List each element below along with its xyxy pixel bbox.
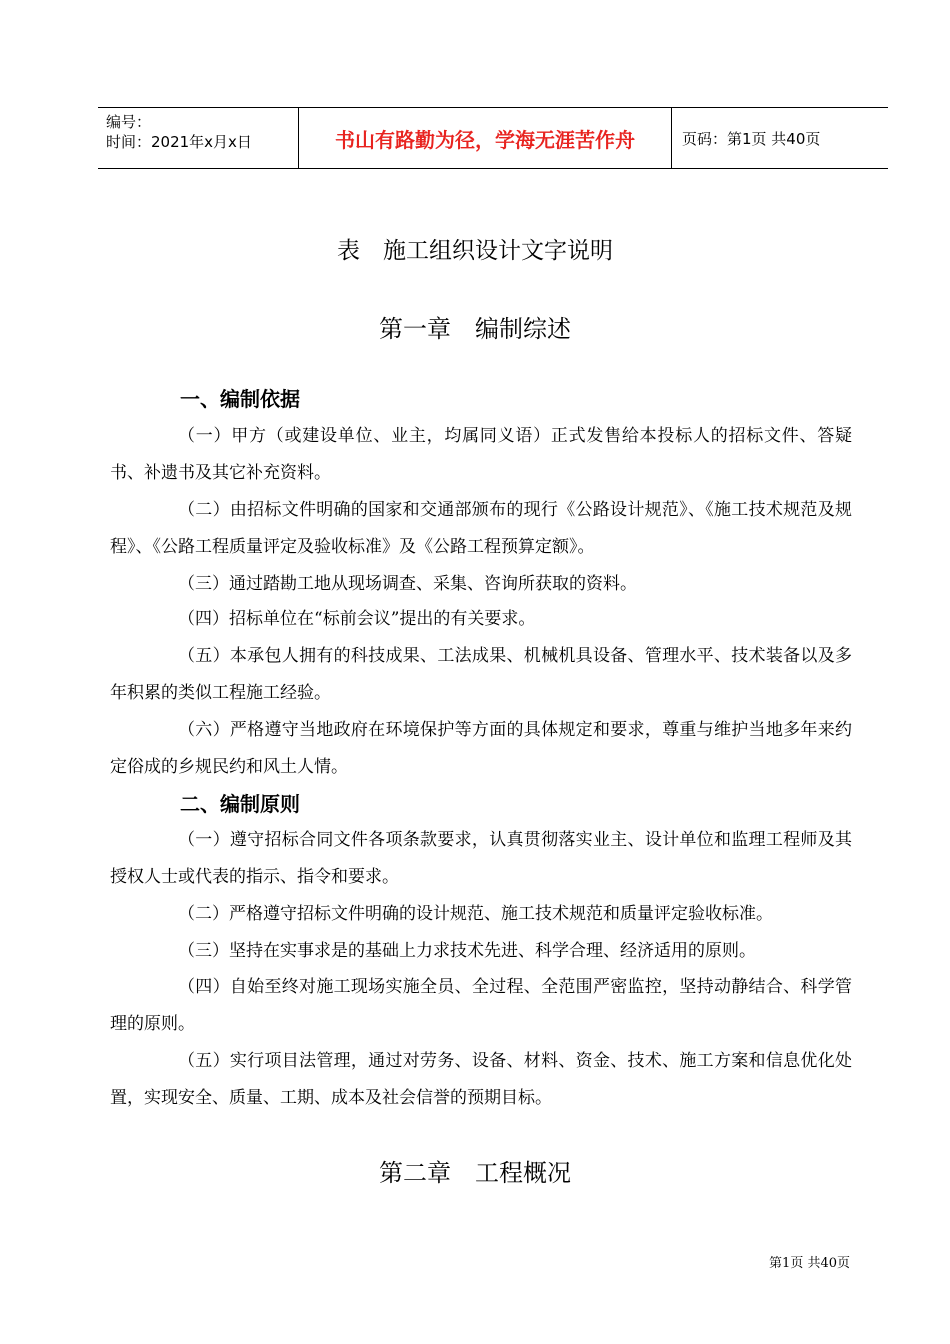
document-title: 表 施工组织设计文字说明	[337, 238, 613, 264]
paragraph: （二）由招标文件明确的国家和交通部颁布的现行《公路设计规范》、《施工技术规范及规程》、《公路工程质量评定及验收标准》及《公路工程预算定额》。	[110, 500, 852, 557]
page-footer: 第1页 共40页	[769, 1256, 850, 1271]
header-meta	[98, 108, 299, 168]
time-label: 时间：2021年x月x日	[106, 133, 252, 151]
paragraph: （五）实行项目法管理，通过对劳务、设备、材料、资金、技术、施工方案和信息优化处置，实现安全、质量、工期、成本及社会信誉的预期目标。	[110, 1051, 852, 1108]
paragraph: （一）遵守招标合同文件各项条款要求，认真贯彻落实业主、设计单位和监理工程师及其授权人士或代表的指示、指令和要求。	[110, 830, 852, 887]
paragraph: （五）本承包人拥有的科技成果、工法成果、机械机具设备、管理水平、技术装备以及多年积累的类似工程施工经验。	[110, 646, 852, 703]
header-page-label: 页码：第1页 共40页	[682, 129, 821, 148]
number-label: 编号：	[106, 113, 152, 131]
chapter-1-title: 第一章 编制综述	[379, 315, 571, 343]
chapter-2-title: 第二章 工程概况	[379, 1159, 571, 1187]
paragraph: （三）通过踏勘工地从现场调查、采集、咨询所获取的资料。	[178, 574, 637, 594]
section-2-heading: 二、编制原则	[180, 792, 300, 816]
paragraph: （四）招标单位在“标前会议”提出的有关要求。	[178, 609, 536, 629]
page-header	[98, 107, 888, 169]
paragraph: （六）严格遵守当地政府在环境保护等方面的具体规定和要求，尊重与维护当地多年来约定俗成的乡规民约和风土人情。	[110, 720, 852, 777]
paragraph: （三）坚持在实事求是的基础上力求技术先进、科学合理、经济适用的原则。	[178, 941, 756, 961]
header-motto: 书山有路勤为径，学海无涯苦作舟	[299, 108, 672, 168]
section-1-heading: 一、编制依据	[180, 387, 300, 411]
paragraph: （二）严格遵守招标文件明确的设计规范、施工技术规范和质量评定验收标准。	[178, 904, 773, 924]
paragraph: （一）甲方（或建设单位、业主，均属同义语）正式发售给本投标人的招标文件、答疑书、补遗书及其它补充资料。	[110, 426, 852, 483]
paragraph: （四）自始至终对施工现场实施全员、全过程、全范围严密监控，坚持动静结合、科学管理的原则。	[110, 977, 852, 1034]
